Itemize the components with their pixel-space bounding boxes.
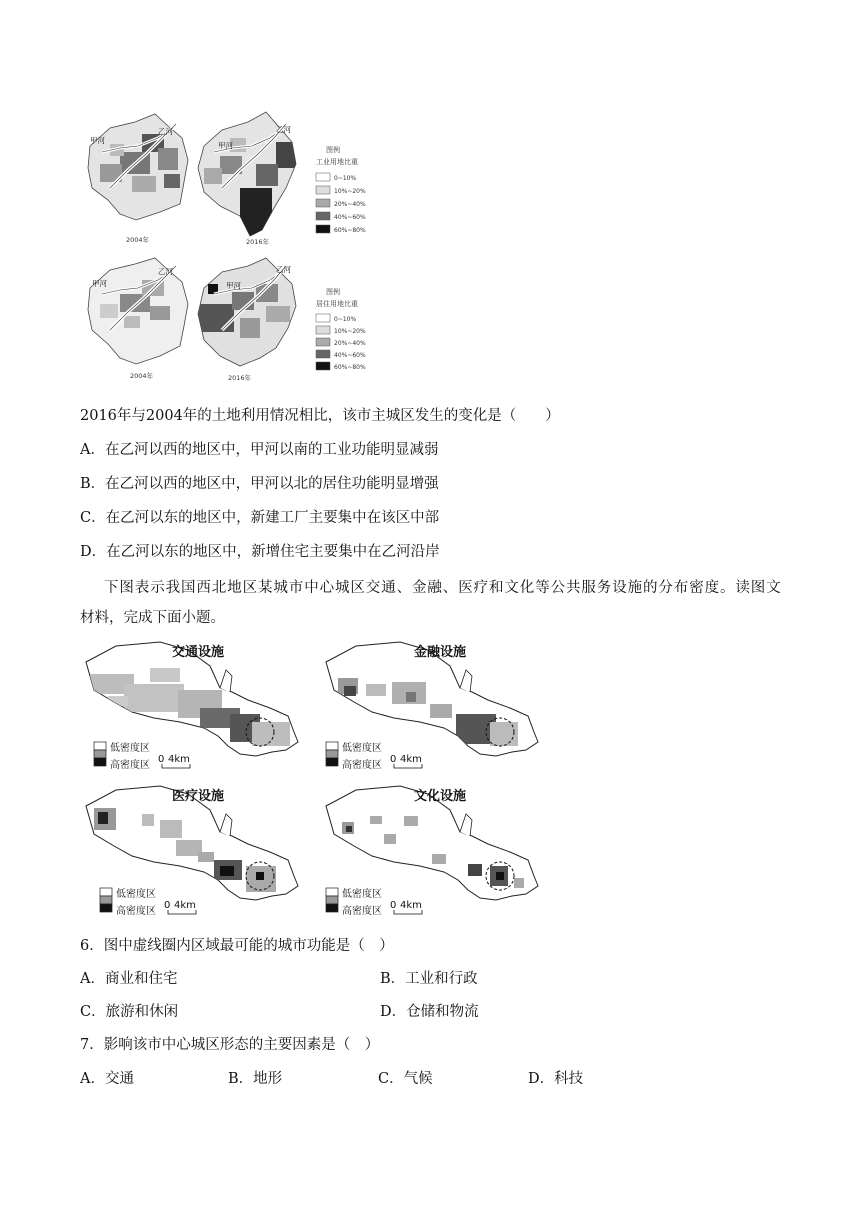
river-yi-label: 乙河: [276, 265, 291, 274]
residential-legend: [316, 287, 366, 371]
facility-density-figure: [80, 636, 560, 916]
svg-text:0: 0: [390, 754, 397, 765]
river-yi-label: 乙河: [276, 125, 291, 134]
industrial-map-2004: [88, 114, 188, 244]
year-label: 2004年: [126, 236, 150, 244]
industrial-map-2016: [198, 112, 298, 246]
residential-map-2016: [198, 258, 296, 382]
year-label: 2016年: [246, 238, 270, 246]
svg-text:60%~80%: 60%~80%: [334, 227, 366, 234]
medical-facility-map: [86, 786, 298, 916]
svg-text:4km: 4km: [174, 900, 196, 911]
question-6-stem: 6．图中虚线圈内区域最可能的城市功能是（ ）: [80, 938, 394, 954]
svg-text:工业用地比重: 工业用地比重: [316, 158, 358, 166]
svg-text:居住用地比重: 居住用地比重: [316, 300, 358, 308]
legend-low-density: 低密度区: [342, 743, 382, 754]
svg-text:0~10%: 0~10%: [334, 316, 357, 323]
legend-low-density: 低密度区: [116, 889, 156, 900]
svg-text:40%~60%: 40%~60%: [334, 352, 366, 359]
map-title: 医疗设施: [172, 789, 225, 804]
year-label: 2004年: [130, 372, 154, 380]
svg-text:4km: 4km: [168, 754, 190, 765]
svg-text:10%~20%: 10%~20%: [334, 188, 366, 195]
culture-facility-map: [326, 786, 538, 916]
question-1-option-c: C．在乙河以东的地区中，新建工厂主要集中在该区中部: [80, 510, 440, 526]
residential-map-2004: [88, 258, 188, 380]
question-6-option-b: B．工业和行政: [380, 971, 478, 987]
question-7-option-d: D．科技: [528, 1071, 584, 1087]
river-jia-label: 甲河: [218, 141, 233, 150]
svg-text:40%~60%: 40%~60%: [334, 214, 366, 221]
legend-high-density: 高密度区: [342, 906, 382, 916]
river-yi-label: 乙河: [158, 127, 173, 136]
intro-paragraph-line-1: 下图表示我国西北地区某城市中心城区交通、金融、医疗和文化等公共服务设施的分布密度。读图文: [104, 580, 782, 596]
river-jia-label: 甲河: [92, 279, 107, 288]
legend-high-density: 高密度区: [342, 760, 382, 771]
svg-text:0: 0: [158, 754, 165, 765]
river-yi-label: 乙河: [158, 267, 173, 276]
svg-text:20%~40%: 20%~40%: [334, 201, 366, 208]
map-title: 交通设施: [172, 645, 225, 660]
question-1-option-d: D．在乙河以东的地区中，新增住宅主要集中在乙河沿岸: [80, 544, 440, 560]
intro-paragraph-line-2: 材料，完成下面小题。: [80, 610, 225, 626]
question-7-stem: 7．影响该市中心城区形态的主要因素是（ ）: [80, 1037, 380, 1053]
svg-text:60%~80%: 60%~80%: [334, 364, 366, 371]
question-1-stem: 2016年与2004年的土地利用情况相比，该市主城区发生的变化是（ ）: [80, 408, 560, 424]
legend-high-density: 高密度区: [110, 760, 150, 771]
question-6-option-a: A．商业和住宅: [80, 971, 178, 987]
question-6-option-c: C．旅游和休闲: [80, 1004, 179, 1020]
svg-text:4km: 4km: [400, 754, 422, 765]
land-use-figure: [80, 108, 380, 386]
svg-text:20%~40%: 20%~40%: [334, 340, 366, 347]
svg-text:0~10%: 0~10%: [334, 175, 357, 182]
river-jia-label: 甲河: [226, 281, 241, 290]
question-7-option-c: C．气候: [378, 1071, 433, 1087]
question-7-option-a: A．交通: [80, 1071, 134, 1087]
legend-low-density: 低密度区: [342, 889, 382, 900]
svg-text:图例: 图例: [326, 146, 340, 154]
question-7-option-b: B．地形: [228, 1071, 283, 1087]
legend-low-density: 低密度区: [110, 743, 150, 754]
question-6-option-d: D．仓储和物流: [380, 1004, 479, 1020]
svg-text:0: 0: [390, 900, 397, 911]
question-1-option-b: B．在乙河以西的地区中，甲河以北的居住功能明显增强: [80, 476, 439, 492]
question-1-option-a: A．在乙河以西的地区中，甲河以南的工业功能明显减弱: [80, 442, 439, 458]
svg-text:图例: 图例: [326, 288, 340, 296]
svg-text:10%~20%: 10%~20%: [334, 328, 366, 335]
map-title: 文化设施: [414, 789, 467, 804]
industrial-legend: [316, 145, 366, 234]
svg-text:4km: 4km: [400, 900, 422, 911]
river-jia-label: 甲河: [90, 136, 105, 145]
finance-facility-map: [326, 642, 538, 771]
svg-text:0: 0: [164, 900, 171, 911]
map-title: 金融设施: [414, 645, 467, 660]
legend-high-density: 高密度区: [116, 906, 156, 916]
year-label: 2016年: [228, 374, 252, 382]
transport-facility-map: [86, 642, 298, 771]
